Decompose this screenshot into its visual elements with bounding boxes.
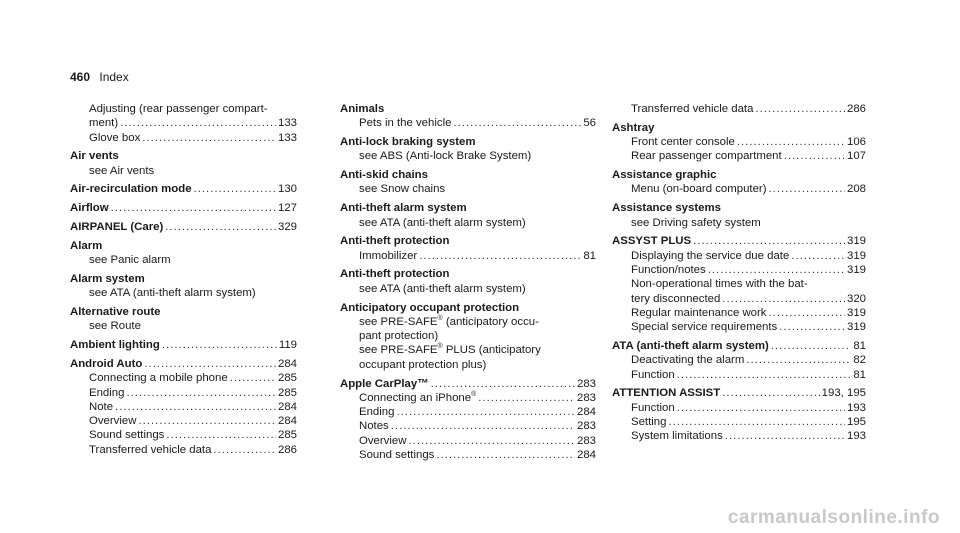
entry-heading: Alternative route — [70, 306, 161, 319]
page-ref: 320 — [846, 292, 866, 305]
index-entry — [612, 234, 866, 334]
entry-heading: Animals — [340, 103, 385, 115]
entry-heading: Ambient lighting — [70, 339, 160, 352]
see-reference: see ABS (Anti-lock Brake System) — [359, 150, 532, 163]
entry-heading: ATA (anti-theft alarm system) — [612, 339, 769, 352]
entry-heading: Assistance systems — [612, 202, 721, 215]
index-entry — [612, 339, 866, 382]
index-entry — [70, 201, 297, 215]
page-ref: 285 — [277, 429, 297, 442]
entry-heading: ATTENTION ASSIST — [612, 387, 721, 400]
see-reference: see ATA (anti-theft alarm system) — [359, 216, 526, 229]
page-ref: 283 — [576, 420, 596, 433]
entry-heading-row — [612, 234, 866, 248]
entry-heading: Anti-theft alarm system — [340, 202, 467, 215]
index-entry — [70, 239, 297, 268]
page-ref: 106 — [846, 136, 866, 149]
page-ref: 195 — [846, 415, 866, 428]
index-entry — [70, 182, 297, 196]
index-entry — [612, 102, 866, 116]
entry-heading: Anti-theft protection — [340, 268, 450, 281]
page-title: Index — [99, 70, 129, 84]
entry-heading: Alarm — [70, 239, 103, 252]
page-ref: 284 — [277, 400, 297, 413]
sub-entry: Regular maintenance work ..... 319 — [612, 306, 866, 320]
index-entry — [70, 220, 297, 234]
sub-entry: tery disconnected ..... 320 — [612, 292, 866, 306]
index-column-1 — [70, 102, 297, 462]
entry-heading-row — [612, 339, 866, 353]
page-ref: 133 — [277, 117, 297, 130]
page-ref: 284 — [277, 415, 297, 428]
see-reference: see Panic alarm — [89, 254, 171, 267]
entry-heading-row — [70, 357, 297, 371]
page-ref: 284 — [576, 406, 596, 419]
index-entry — [70, 149, 297, 178]
watermark-text: carmanualsonline.info — [727, 507, 940, 528]
sub-entry: Sound settings ..... 285 — [70, 428, 297, 442]
index-entry — [612, 201, 866, 230]
page-ref: 193 — [846, 430, 866, 443]
see-reference-cont: occupant protection plus) — [359, 358, 487, 371]
page-number: 460 — [70, 70, 91, 84]
page-ref: 81 — [853, 339, 866, 352]
entry-heading: Air vents — [70, 150, 119, 163]
sub-entry: Rear passenger compartment ..... 107 — [612, 149, 866, 163]
index-entry — [340, 377, 596, 463]
page-ref: 130 — [277, 183, 297, 196]
sub-entry: Ending ..... 285 — [70, 386, 297, 400]
entry-heading-row — [612, 386, 866, 400]
entry-heading: Apple CarPlay™ — [340, 377, 429, 390]
page-ref: 284 — [277, 357, 297, 370]
sub-entry: Special service requirements ..... 319 — [612, 320, 866, 334]
sub-entry: Sound settings ..... 284 — [340, 448, 596, 462]
page-ref: 284 — [576, 449, 596, 462]
index-entry — [340, 102, 596, 131]
page-ref: 329 — [277, 221, 297, 234]
sub-entry: Non-operational times with the bat- — [631, 278, 808, 291]
index-entry — [612, 386, 866, 443]
see-reference: see Driving safety system — [631, 216, 761, 229]
page-ref: 286 — [277, 443, 297, 456]
entry-heading-row — [340, 377, 596, 391]
page-ref: 82 — [853, 354, 866, 367]
entry-heading: Airflow — [70, 202, 109, 215]
sub-entry: Front center console ..... 106 — [612, 135, 866, 149]
index-entry — [612, 168, 866, 197]
sub-entry: Function/notes ..... 319 — [612, 263, 866, 277]
sub-entry: Function ..... 193 — [612, 401, 866, 415]
page-ref: 283 — [576, 434, 596, 447]
page-ref: 107 — [846, 150, 866, 163]
see-reference-cont: pant protection) — [359, 330, 439, 343]
page-ref: 193, 195 — [821, 387, 866, 400]
see-reference: see PRE-SAFE® (anticipatory occu- — [359, 315, 539, 328]
sub-entry: Adjusting (rear passenger compart- — [89, 103, 268, 115]
page-ref: 319 — [846, 263, 866, 276]
entry-heading: Anti-skid chains — [340, 169, 428, 182]
page-ref: 285 — [277, 386, 297, 399]
entry-heading: AIRPANEL (Care) — [70, 221, 164, 234]
index-entry — [70, 272, 297, 301]
page-ref: 285 — [277, 372, 297, 385]
index-entry — [340, 135, 596, 164]
index-column-2 — [340, 102, 596, 467]
sub-entry: Overview ..... 283 — [340, 434, 596, 448]
entry-heading: Air-recirculation mode — [70, 183, 192, 196]
page-ref: 119 — [278, 339, 297, 352]
index-entry — [70, 102, 297, 145]
index-entry — [70, 305, 297, 334]
entry-heading: Anti-theft protection — [340, 235, 450, 248]
page-ref: 319 — [846, 306, 866, 319]
sub-entry: Menu (on-board computer) ..... 208 — [612, 182, 866, 196]
page-ref: 283 — [576, 391, 596, 404]
sub-entry: Overview ..... 284 — [70, 414, 297, 428]
see-reference: see Route — [89, 320, 141, 333]
sub-entry: Setting ..... 195 — [612, 415, 866, 429]
sub-entry: Immobilizer ..... 81 — [340, 249, 596, 263]
entry-heading: Alarm system — [70, 272, 145, 285]
page-ref: 286 — [846, 103, 866, 115]
see-reference: see Air vents — [89, 164, 155, 177]
entry-heading: Android Auto — [70, 357, 143, 370]
sub-entry: Notes ..... 283 — [340, 419, 596, 433]
index-entry — [340, 234, 596, 263]
page-ref: 81 — [583, 249, 596, 262]
page-ref: 319 — [846, 249, 866, 262]
sub-entry: Function ..... 81 — [612, 368, 866, 382]
page-ref: 208 — [846, 183, 866, 196]
sub-entry: Ending ..... 284 — [340, 405, 596, 419]
index-entry — [340, 201, 596, 230]
index-entry — [340, 301, 596, 372]
index-entry — [612, 121, 866, 164]
sub-entry: Glove box ..... 133 — [70, 131, 297, 145]
see-reference: see ATA (anti-theft alarm system) — [359, 282, 526, 295]
entry-heading: Anticipatory occupant protection — [340, 301, 520, 314]
see-reference: see Snow chains — [359, 183, 446, 196]
see-reference: see PRE-SAFE® PLUS (anticipatory — [359, 343, 541, 357]
sub-entry: Note ..... 284 — [70, 400, 297, 414]
sub-entry: Deactivating the alarm ..... 82 — [612, 353, 866, 367]
page-ref: 127 — [277, 202, 297, 215]
sub-entry: Transferred vehicle data ..... 286 — [70, 443, 297, 457]
index-column-3 — [612, 102, 866, 448]
page-ref: 81 — [853, 368, 866, 381]
page-ref: 319 — [846, 235, 866, 248]
page-header — [70, 70, 129, 84]
sub-entry: Transferred vehicle data ..... 286 — [612, 102, 866, 116]
see-reference: see ATA (anti-theft alarm system) — [89, 287, 256, 300]
entry-heading: Assistance graphic — [612, 169, 717, 182]
sub-entry: System limitations ..... 193 — [612, 429, 866, 443]
index-entry — [70, 357, 297, 457]
entry-heading: Anti-lock braking system — [340, 136, 476, 149]
page-ref: 133 — [277, 131, 297, 144]
sub-entry: Connecting an iPhone® ..... 283 — [340, 391, 596, 405]
page-ref: 319 — [846, 321, 866, 334]
sub-entry: Pets in the vehicle ..... 56 — [340, 116, 596, 130]
sub-entry: ment) ..... 133 — [70, 116, 297, 130]
index-entry — [340, 267, 596, 296]
entry-heading: Ashtray — [612, 121, 655, 134]
page-ref: 193 — [846, 401, 866, 414]
page-ref: 56 — [583, 117, 596, 130]
index-entry — [340, 168, 596, 197]
index-entry — [70, 338, 297, 352]
sub-entry: Connecting a mobile phone ..... 285 — [70, 371, 297, 385]
entry-heading: ASSYST PLUS — [612, 235, 692, 248]
page-ref: 283 — [576, 377, 596, 390]
sub-entry: Displaying the service due date ..... 319 — [612, 249, 866, 263]
